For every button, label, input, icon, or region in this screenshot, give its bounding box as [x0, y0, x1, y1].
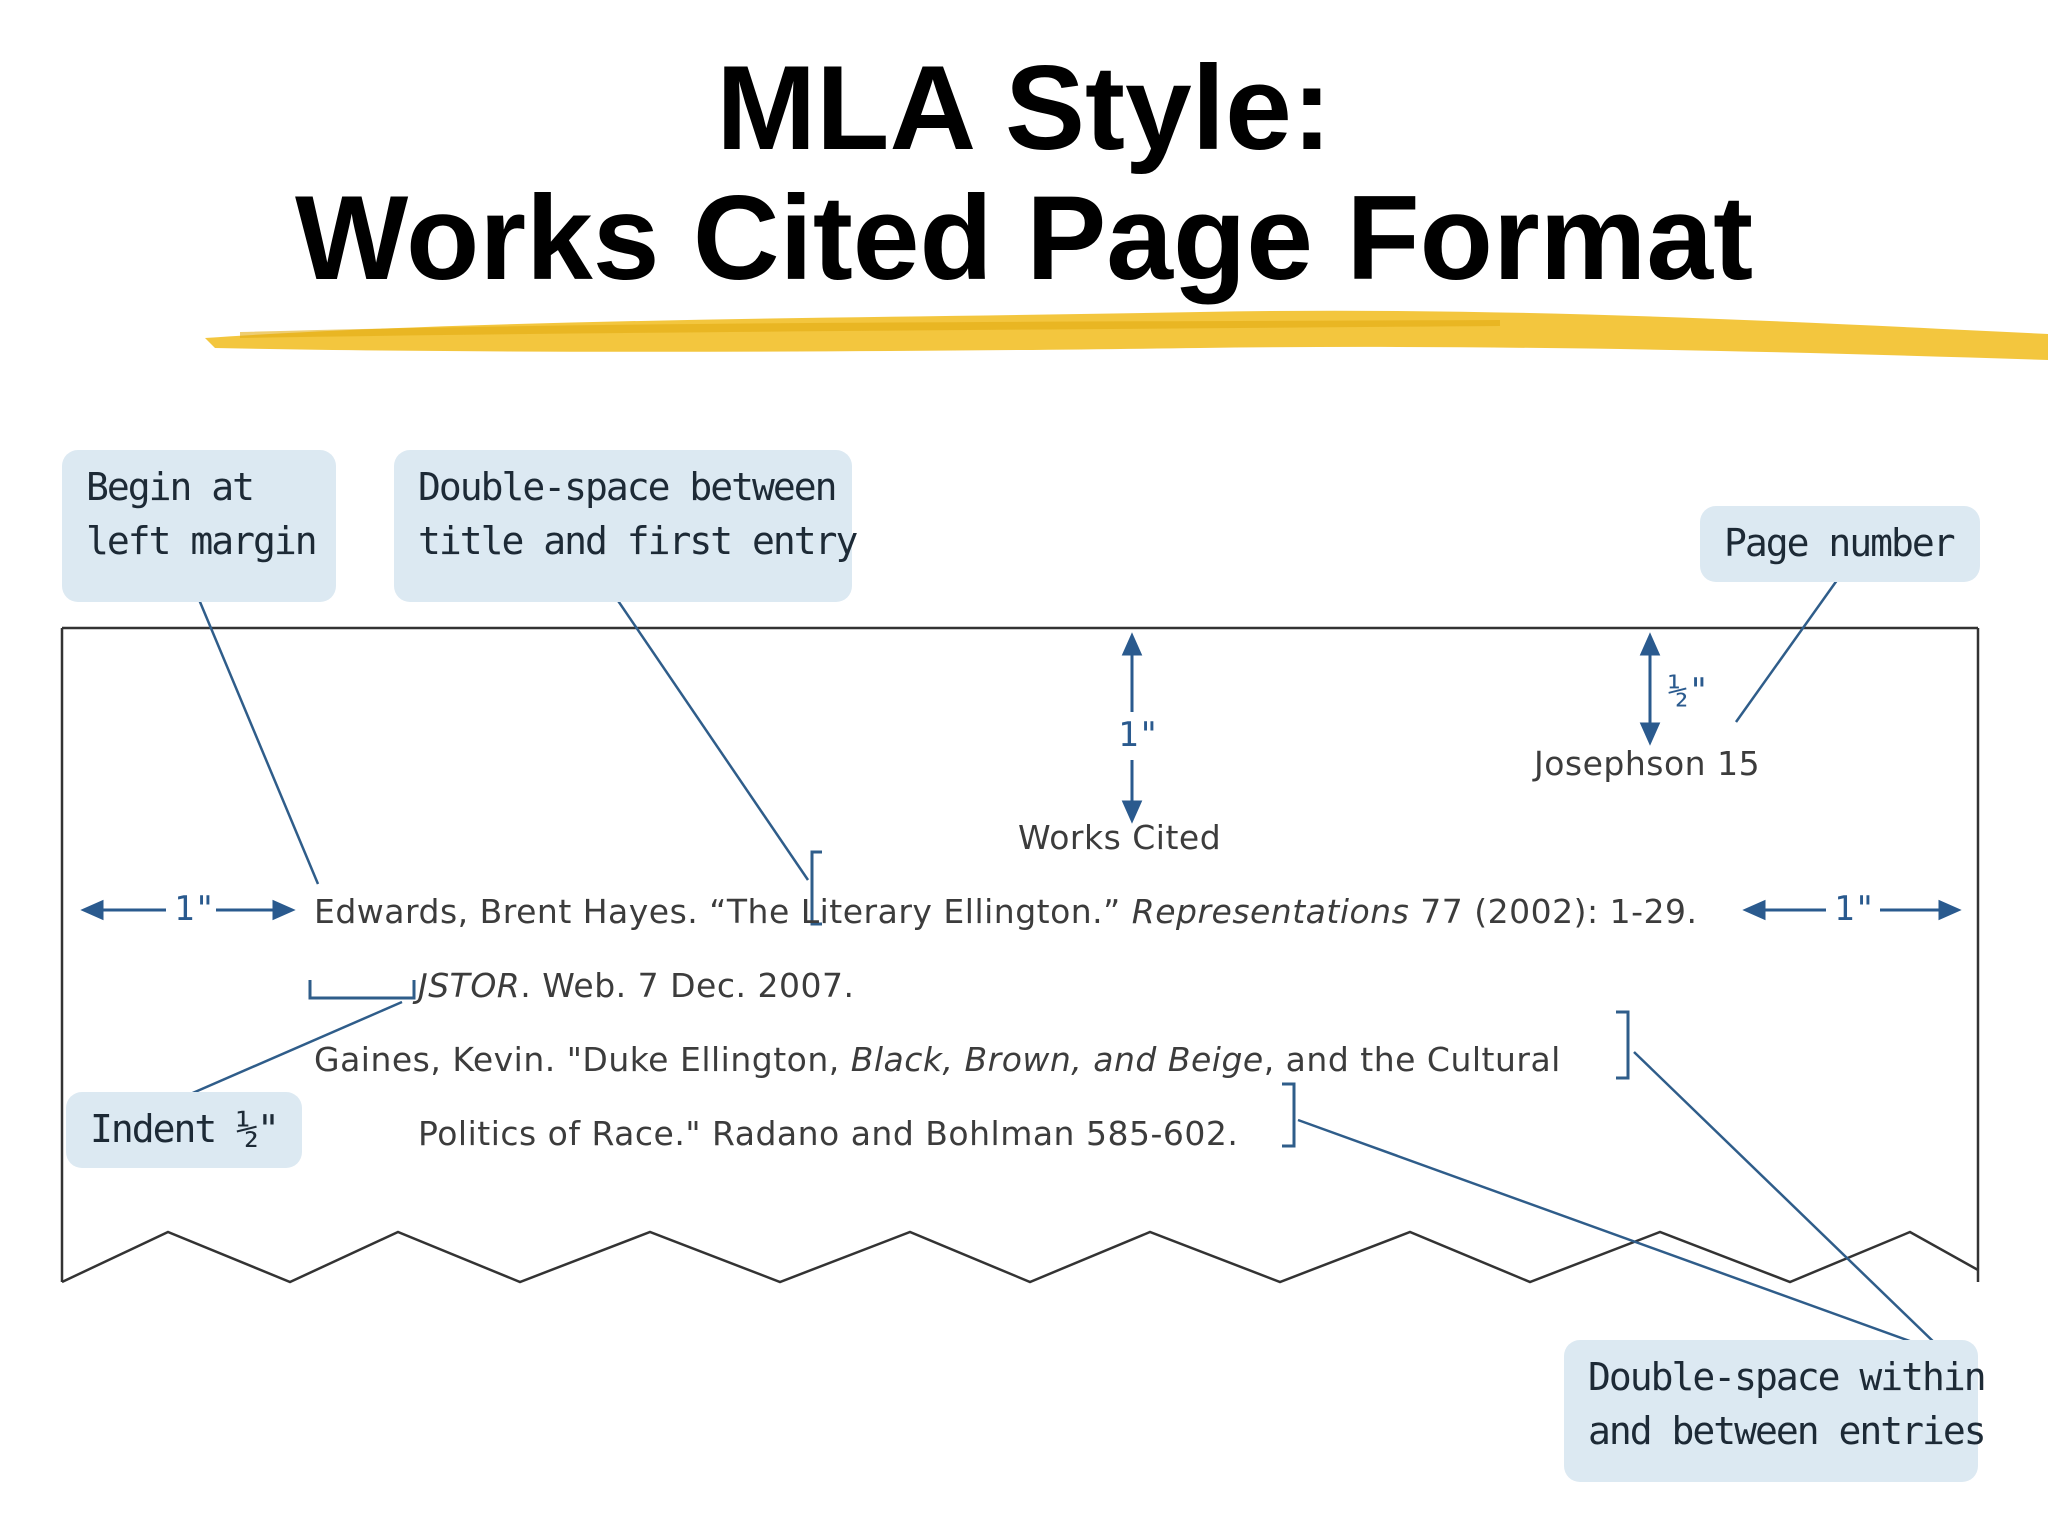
callout-indent — [66, 1092, 302, 1168]
right-margin-label: 1" — [1834, 889, 1875, 929]
callout-line: Indent ½" — [90, 1107, 278, 1151]
entry-1-database: JSTOR — [418, 966, 521, 1005]
callout-double-space-entries — [1564, 1340, 1985, 1482]
left-margin-label: 1" — [174, 889, 215, 929]
callout-line: Double-space between — [418, 465, 836, 509]
entry-1-volume: 77 (2002): 1-29. — [1409, 892, 1698, 931]
page-outline — [62, 628, 1978, 1282]
callout-line: and between entries — [1588, 1409, 1985, 1453]
entry-2-author-title: Gaines, Kevin. "Duke Ellington, — [314, 1040, 851, 1079]
callout-line: Page number — [1724, 521, 1954, 565]
callout-double-space-title — [394, 450, 857, 602]
callout-line: title and first entry — [418, 519, 857, 563]
entry-2-title-end: , and the Cultural — [1263, 1040, 1561, 1079]
entry-2-work-title: Black, Brown, and Beige — [850, 1040, 1264, 1079]
slide-title-line-1: MLA Style: — [716, 41, 1332, 175]
callout-line: Begin at — [86, 465, 254, 509]
callout-line: Double-space within — [1588, 1355, 1985, 1399]
entry-1-access: . Web. 7 Dec. 2007. — [520, 966, 855, 1005]
top-margin-label: 1" — [1118, 715, 1159, 755]
entry-1-line-1 — [314, 892, 1698, 931]
entry-1-line-2 — [418, 966, 854, 1005]
works-cited-heading: Works Cited — [1018, 818, 1222, 857]
header-margin-label: ½" — [1668, 671, 1709, 711]
entry-2-line-2: Politics of Race." Radano and Bohlman 585-602. — [418, 1114, 1239, 1153]
entry-2-line-1 — [314, 1040, 1561, 1079]
callout-begin-at-left-margin — [62, 450, 336, 602]
callout-line: left margin — [86, 519, 316, 563]
running-head: Josephson 15 — [1534, 744, 1761, 783]
entry-1-journal: Representations — [1131, 892, 1410, 931]
entry-1-author-title: Edwards, Brent Hayes. “The Literary Ellington.” — [314, 892, 1132, 931]
callout-page-number — [1700, 506, 1980, 582]
slide-title-line-2: Works Cited Page Format — [294, 171, 1754, 305]
